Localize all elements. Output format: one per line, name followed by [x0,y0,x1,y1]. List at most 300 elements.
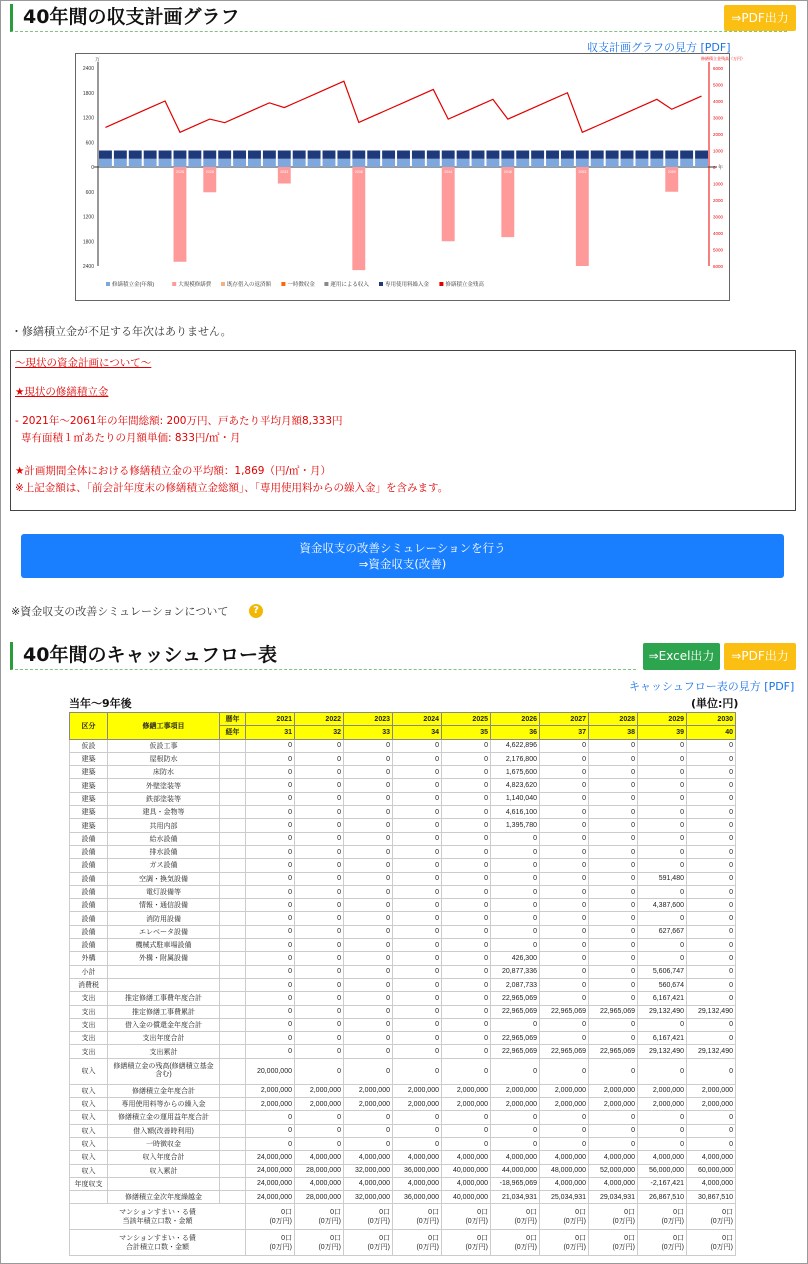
row-value: 0 [589,1032,638,1045]
header-age: 36 [491,726,540,739]
chart-svg [76,54,745,300]
row-category: 建築 [70,779,108,792]
bar-annual [591,159,604,167]
row-spacer [220,1191,246,1204]
bar-annual [486,159,499,167]
row-value: 0 [687,845,736,858]
row-value: 0 [344,1032,393,1045]
row-value: 0 [540,1137,589,1150]
row-value: 0 [344,872,393,885]
row-category: 消費税 [70,978,108,991]
bond-count: 0口 [281,1234,292,1242]
header-year: 2029 [638,713,687,726]
row-value: 0 [246,832,295,845]
row-value: 0 [442,899,491,912]
row-value: 0 [687,752,736,765]
bar-annual [248,159,261,167]
table-row [70,965,736,978]
bar-annual [263,159,276,167]
row-category: 収入 [70,1151,108,1164]
bar-annual [695,159,708,167]
simulation-note: ※資金収支の改善シミュレーションについて [11,605,229,618]
row-value: 0 [393,845,442,858]
row-spacer [220,1045,246,1058]
row-value: 0 [442,766,491,779]
row-value: 0 [246,779,295,792]
row-value: 0 [295,965,344,978]
right-tick-label: 4000 [713,99,724,104]
cashflow-guide-link[interactable]: キャッシュフロー表の見方 [PDF] [629,680,795,693]
row-value: 2,176,800 [491,752,540,765]
row-value: 40,000,000 [442,1164,491,1177]
bond-count: 0口 [477,1234,488,1242]
row-value: 4,000,000 [687,1177,736,1190]
bond-amount: (0万円) [710,1243,733,1251]
bond-value [442,1230,491,1256]
left-tick-label: 1200 [82,214,94,221]
row-value: 0 [589,752,638,765]
row-value: 2,000,000 [442,1084,491,1097]
bar-usage-fee [591,151,604,159]
bar-usage-fee [293,151,306,159]
row-value: 4,000,000 [638,1151,687,1164]
row-spacer [220,1151,246,1164]
row-value: 0 [393,992,442,1005]
row-item: 共用内部 [108,819,220,832]
row-value: 0 [540,806,589,819]
bar-annual [472,159,485,167]
row-value: 0 [687,899,736,912]
x-tick-label: 2055 [608,170,617,174]
right-tick-label: 3000 [713,115,724,121]
row-spacer [220,792,246,805]
row-spacer [220,819,246,832]
row-value: 0 [442,912,491,925]
bar-annual [501,159,514,167]
bar-annual [561,159,574,167]
bond-value [687,1230,736,1256]
row-value: 2,000,000 [687,1084,736,1097]
bar-usage-fee [218,151,231,159]
row-category: 支出 [70,1045,108,1058]
bar-annual [293,159,306,167]
x-tick-label: 2037 [339,170,348,174]
row-value: 0 [442,752,491,765]
row-spacer [220,939,246,952]
row-value: 0 [295,819,344,832]
row-value: 0 [540,1032,589,1045]
row-value: 0 [589,965,638,978]
row-value: 0 [540,819,589,832]
bond-count: 0口 [575,1208,586,1216]
row-item: エレベータ設備 [108,925,220,938]
row-category: 年度収支 [70,1177,108,1190]
row-value: 0 [589,885,638,898]
row-value: 0 [393,1045,442,1058]
row-value: 0 [687,872,736,885]
right-tick-label: 5000 [713,82,724,88]
row-value: 4,387,600 [638,899,687,912]
bar-usage-fee [248,151,261,159]
row-value: 0 [344,992,393,1005]
row-category: 設備 [70,912,108,925]
row-value: 24,000,000 [246,1191,295,1204]
bond-count: 0口 [330,1234,341,1242]
row-category: 仮設 [70,739,108,752]
row-value: 0 [246,912,295,925]
row-value: 0 [295,792,344,805]
table-row [70,1018,736,1031]
row-value: 36,000,000 [393,1191,442,1204]
row-value: 0 [687,925,736,938]
row-value: 0 [491,925,540,938]
plan-heading: ～現状の資金計画について～ [15,357,152,369]
row-item: 情報・通信設備 [108,899,220,912]
row-value: 2,000,000 [540,1098,589,1111]
x-tick-label: 2024 [146,170,155,174]
row-value: 0 [246,1137,295,1150]
row-value: 0 [491,859,540,872]
row-value: 0 [589,766,638,779]
row-value: 0 [687,739,736,752]
row-value: 0 [589,978,638,991]
legend-label: 一時徴収金 [287,282,315,288]
excel-export-button[interactable]: ⇒Excel出力 [643,643,720,670]
row-spacer [220,1084,246,1097]
row-item: 借入金の償還金年度合計 [108,1018,220,1031]
row-category: 支出 [70,1018,108,1031]
row-value: 0 [589,899,638,912]
row-value: 0 [393,885,442,898]
row-value: 0 [344,939,393,952]
row-value: 2,000,000 [638,1098,687,1111]
bond-count: 0口 [428,1208,439,1216]
bar-annual [159,159,172,167]
bond-amount: (0万円) [269,1243,292,1251]
row-value: 0 [638,1111,687,1124]
bond-value [638,1230,687,1256]
row-value: 22,965,069 [540,1005,589,1018]
bond-count: 0口 [575,1234,586,1242]
row-category: 設備 [70,885,108,898]
right-tick-label: 3000 [713,214,724,220]
x-tick-label: 2025 [161,170,170,174]
row-value: 0 [344,1137,393,1150]
bar-annual [397,159,410,167]
row-category: 建築 [70,766,108,779]
row-value: 29,034,931 [589,1191,638,1204]
row-value: 0 [246,752,295,765]
row-value: 0 [638,792,687,805]
row-value: 0 [344,1111,393,1124]
header-age: 40 [687,726,736,739]
row-value: 0 [638,779,687,792]
row-value: 0 [344,766,393,779]
row-value: 0 [540,1058,589,1084]
x-tick-label: 2057 [637,170,646,174]
bond-value [344,1230,393,1256]
bar-annual [233,159,246,167]
left-tick-label: 1800 [82,239,94,246]
x-tick-label: 2059 [667,170,676,174]
row-value: 0 [246,792,295,805]
row-value: 0 [442,992,491,1005]
row-value: 4,000,000 [491,1151,540,1164]
row-value: 0 [540,845,589,858]
bar-usage-fee [561,151,574,159]
row-value: 0 [687,952,736,965]
row-value: 28,000,000 [295,1191,344,1204]
row-value: 0 [589,845,638,858]
x-tick-label: 2048 [503,170,512,174]
bond-label-line1: マンションすまい・る債 [119,1208,196,1216]
bar-usage-fee [472,151,485,159]
row-value: 30,867,510 [687,1191,736,1204]
bar-annual [129,159,142,167]
row-value: 0 [295,978,344,991]
row-value: 0 [393,939,442,952]
row-value: 4,000,000 [295,1151,344,1164]
row-spacer [220,779,246,792]
legend-label: 既存借入の返済額 [227,282,272,288]
row-item [108,978,220,991]
row-value: 0 [295,925,344,938]
row-value: 0 [442,1111,491,1124]
header-item: 修繕工事項目 [108,713,220,740]
bond-amount: (0万円) [612,1243,635,1251]
row-category: 設備 [70,859,108,872]
row-value: 627,667 [638,925,687,938]
row-value: 0 [442,885,491,898]
row-spacer [220,925,246,938]
bond-row [70,1204,736,1230]
row-value: 0 [393,1111,442,1124]
row-spacer [220,845,246,858]
x-tick-label: 2039 [369,170,378,174]
simulation-button[interactable] [21,534,784,578]
row-spacer [220,885,246,898]
row-value: 29,132,490 [687,1045,736,1058]
row-value: 2,000,000 [344,1084,393,1097]
bond-amount: (0万円) [318,1217,341,1225]
row-value: -18,965,069 [491,1177,540,1190]
row-value: 29,132,490 [638,1005,687,1018]
row-spacer [220,872,246,885]
table-row [70,819,736,832]
x-tick-label: 2047 [488,170,497,174]
row-value: 0 [393,1018,442,1031]
header-year: 2028 [589,713,638,726]
section-title-cashflow: 40年間のキャッシュフロー表 [10,642,636,670]
row-item: 支出累計 [108,1045,220,1058]
row-value: 2,000,000 [295,1098,344,1111]
bar-annual [218,159,231,167]
row-value: 0 [295,806,344,819]
x-tick-label: 2021 [101,170,110,174]
row-item: 修繕積立金の運用益年度合計 [108,1111,220,1124]
row-value: 0 [491,1111,540,1124]
bond-value [344,1204,393,1230]
table-row [70,952,736,965]
row-value: 0 [491,899,540,912]
row-value: 0 [638,912,687,925]
bond-amount: (0万円) [367,1217,390,1225]
legend-label: 大規模修繕費 [178,282,212,288]
row-spacer [220,899,246,912]
pdf-export-button-2[interactable]: ⇒PDF出力 [724,643,796,670]
row-category: 支出 [70,992,108,1005]
row-value: 0 [638,885,687,898]
row-value: 0 [687,1018,736,1031]
table-row [70,1151,736,1164]
row-value: 36,000,000 [393,1164,442,1177]
row-value: 0 [295,952,344,965]
row-category: 建築 [70,819,108,832]
bar-annual [308,159,321,167]
row-value: -2,167,421 [638,1177,687,1190]
row-value: 0 [246,899,295,912]
bar-repair-cost [174,167,187,262]
row-value: 0 [393,1005,442,1018]
row-value: 1,675,600 [491,766,540,779]
bar-usage-fee [203,151,216,159]
row-value: 0 [638,766,687,779]
row-spacer [220,1058,246,1084]
bond-value [638,1204,687,1230]
row-value: 0 [540,992,589,1005]
bar-annual [114,159,127,167]
bar-annual [382,159,395,167]
bar-annual [516,159,529,167]
row-value: 0 [442,819,491,832]
shortage-note: ・修繕積立金が不足する年次はありません。 [11,325,232,338]
bond-count: 0口 [673,1208,684,1216]
row-spacer [220,766,246,779]
row-value: 4,000,000 [442,1151,491,1164]
bar-usage-fee [427,151,440,159]
row-value: 0 [393,1058,442,1084]
header-year: 2021 [246,713,295,726]
row-spacer [220,1032,246,1045]
row-value: 0 [540,739,589,752]
row-value: 4,823,620 [491,779,540,792]
bond-amount: (0万円) [416,1243,439,1251]
row-value: 0 [687,1058,736,1084]
row-value: 44,000,000 [491,1164,540,1177]
bond-count: 0口 [379,1208,390,1216]
bond-count: 0口 [526,1234,537,1242]
row-value: 4,622,896 [491,739,540,752]
section-title-graph: 40年間の収支計画グラフ [10,4,787,32]
row-spacer [220,1164,246,1177]
row-item: 外壁塗装等 [108,779,220,792]
row-item: 収入年度合計 [108,1151,220,1164]
bond-value [442,1204,491,1230]
bar-annual [412,159,425,167]
bond-amount: (0万円) [612,1217,635,1225]
bar-annual [665,159,678,167]
pdf-export-button[interactable]: ⇒PDF出力 [724,5,796,31]
table-row [70,832,736,845]
row-value: 591,480 [638,872,687,885]
period-label: 当年～9年後 [69,697,132,710]
bar-usage-fee [174,151,187,159]
right-axis-label: 修繕積立金残高（万円） [701,56,745,61]
row-value: 0 [393,832,442,845]
row-value: 0 [638,806,687,819]
bond-count: 0口 [624,1208,635,1216]
legend-swatch [324,282,328,286]
table-row [70,792,736,805]
help-icon[interactable]: ? [249,604,263,618]
bar-repair-cost [442,167,455,241]
plan-average: ★計画期間全体における修繕積立金の平均額：1,869（円/㎡・月） [15,465,332,477]
header-year: 2026 [491,713,540,726]
row-value: 0 [295,1058,344,1084]
row-value: 0 [344,779,393,792]
row-value: 0 [638,752,687,765]
row-value: 26,867,510 [638,1191,687,1204]
bar-annual [323,159,336,167]
row-value: 0 [295,1137,344,1150]
bar-annual [635,159,648,167]
graph-guide-link[interactable]: 収支計画グラフの見方 [PDF] [587,41,731,54]
row-value: 0 [295,739,344,752]
cashflow-chart [75,53,745,301]
legend-swatch [379,282,383,286]
row-value: 1,395,780 [491,819,540,832]
row-value: 2,000,000 [246,1084,295,1097]
row-value: 4,000,000 [393,1151,442,1164]
row-value: 2,087,733 [491,978,540,991]
row-value: 0 [589,832,638,845]
row-value: 0 [638,952,687,965]
bar-usage-fee [650,151,663,159]
row-value: 5,606,747 [638,965,687,978]
bar-annual [457,159,470,167]
row-value: 0 [295,779,344,792]
row-value: 0 [393,792,442,805]
row-value: 24,000,000 [246,1151,295,1164]
x-tick-label: 2029 [220,170,229,174]
row-item: 空調・換気設備 [108,872,220,885]
row-value: 0 [687,978,736,991]
table-row [70,1058,736,1084]
row-value: 2,000,000 [246,1098,295,1111]
row-value: 0 [295,845,344,858]
row-spacer [220,1111,246,1124]
table-row [70,845,736,858]
row-value: 0 [442,1058,491,1084]
bond-label-line2: 合計積立口数・金額 [126,1243,189,1251]
row-category: 建築 [70,792,108,805]
row-value: 0 [589,1124,638,1137]
row-spacer [220,978,246,991]
bond-amount: (0万円) [514,1243,537,1251]
row-value: 0 [687,1111,736,1124]
right-tick-label: 1000 [713,148,724,154]
table-header-row [70,713,736,726]
row-value: 0 [687,1032,736,1045]
legend-label: 修繕積立金(年額) [112,282,155,288]
bar-usage-fee [99,151,112,159]
row-value: 0 [246,939,295,952]
bond-value [246,1230,295,1256]
row-value: 0 [491,1058,540,1084]
plan-box [10,350,796,511]
table-row [70,859,736,872]
table-row [70,779,736,792]
